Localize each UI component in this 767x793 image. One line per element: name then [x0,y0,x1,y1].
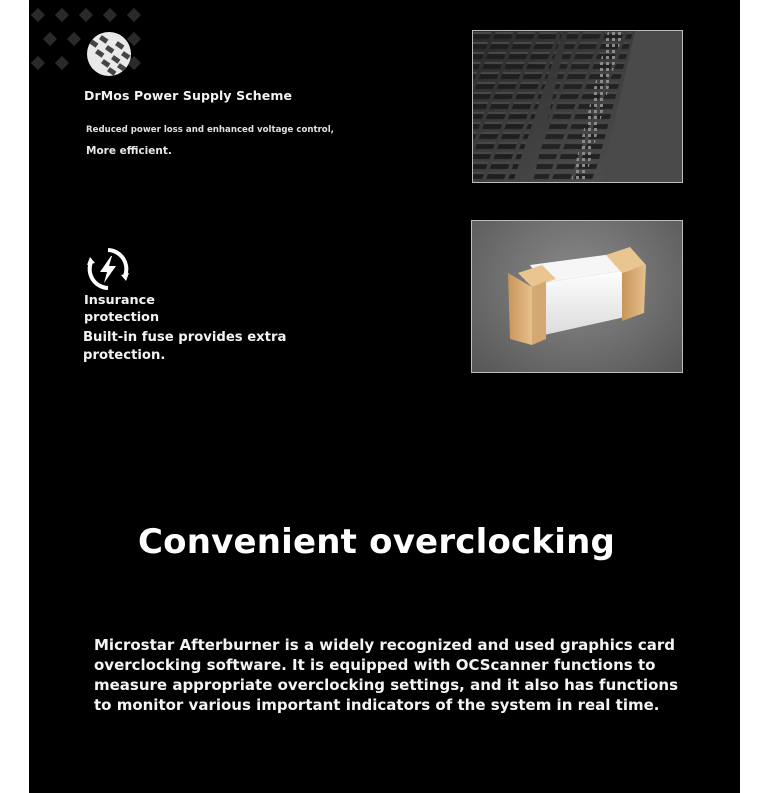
section-paragraph: Microstar Afterburner is a widely recognized and used graphics card overclocking software. It is equipped with OCScanner functions to measure appropriate overclocking settings, and it also has functions to monitor various important indicators of the system in real time. [94,636,679,714]
fuse-illustration [472,221,682,372]
drmos-efficiency-note: More efficient. [86,145,172,157]
drmos-board-illustration [473,31,682,182]
power-bolt-icon [85,246,131,292]
drmos-board-photo [472,30,683,183]
fuse-description: Built-in fuse provides extra protection. [83,330,287,363]
drmos-title: DrMos Power Supply Scheme [84,88,293,103]
insurance-title: Insurance protection [84,293,160,325]
chip-icon [86,31,132,77]
feature-panel [29,0,740,793]
drmos-description: Reduced power loss and enhanced voltage control, [86,125,334,135]
fuse-component-photo [471,220,683,373]
section-heading: Convenient overclocking [137,522,616,562]
